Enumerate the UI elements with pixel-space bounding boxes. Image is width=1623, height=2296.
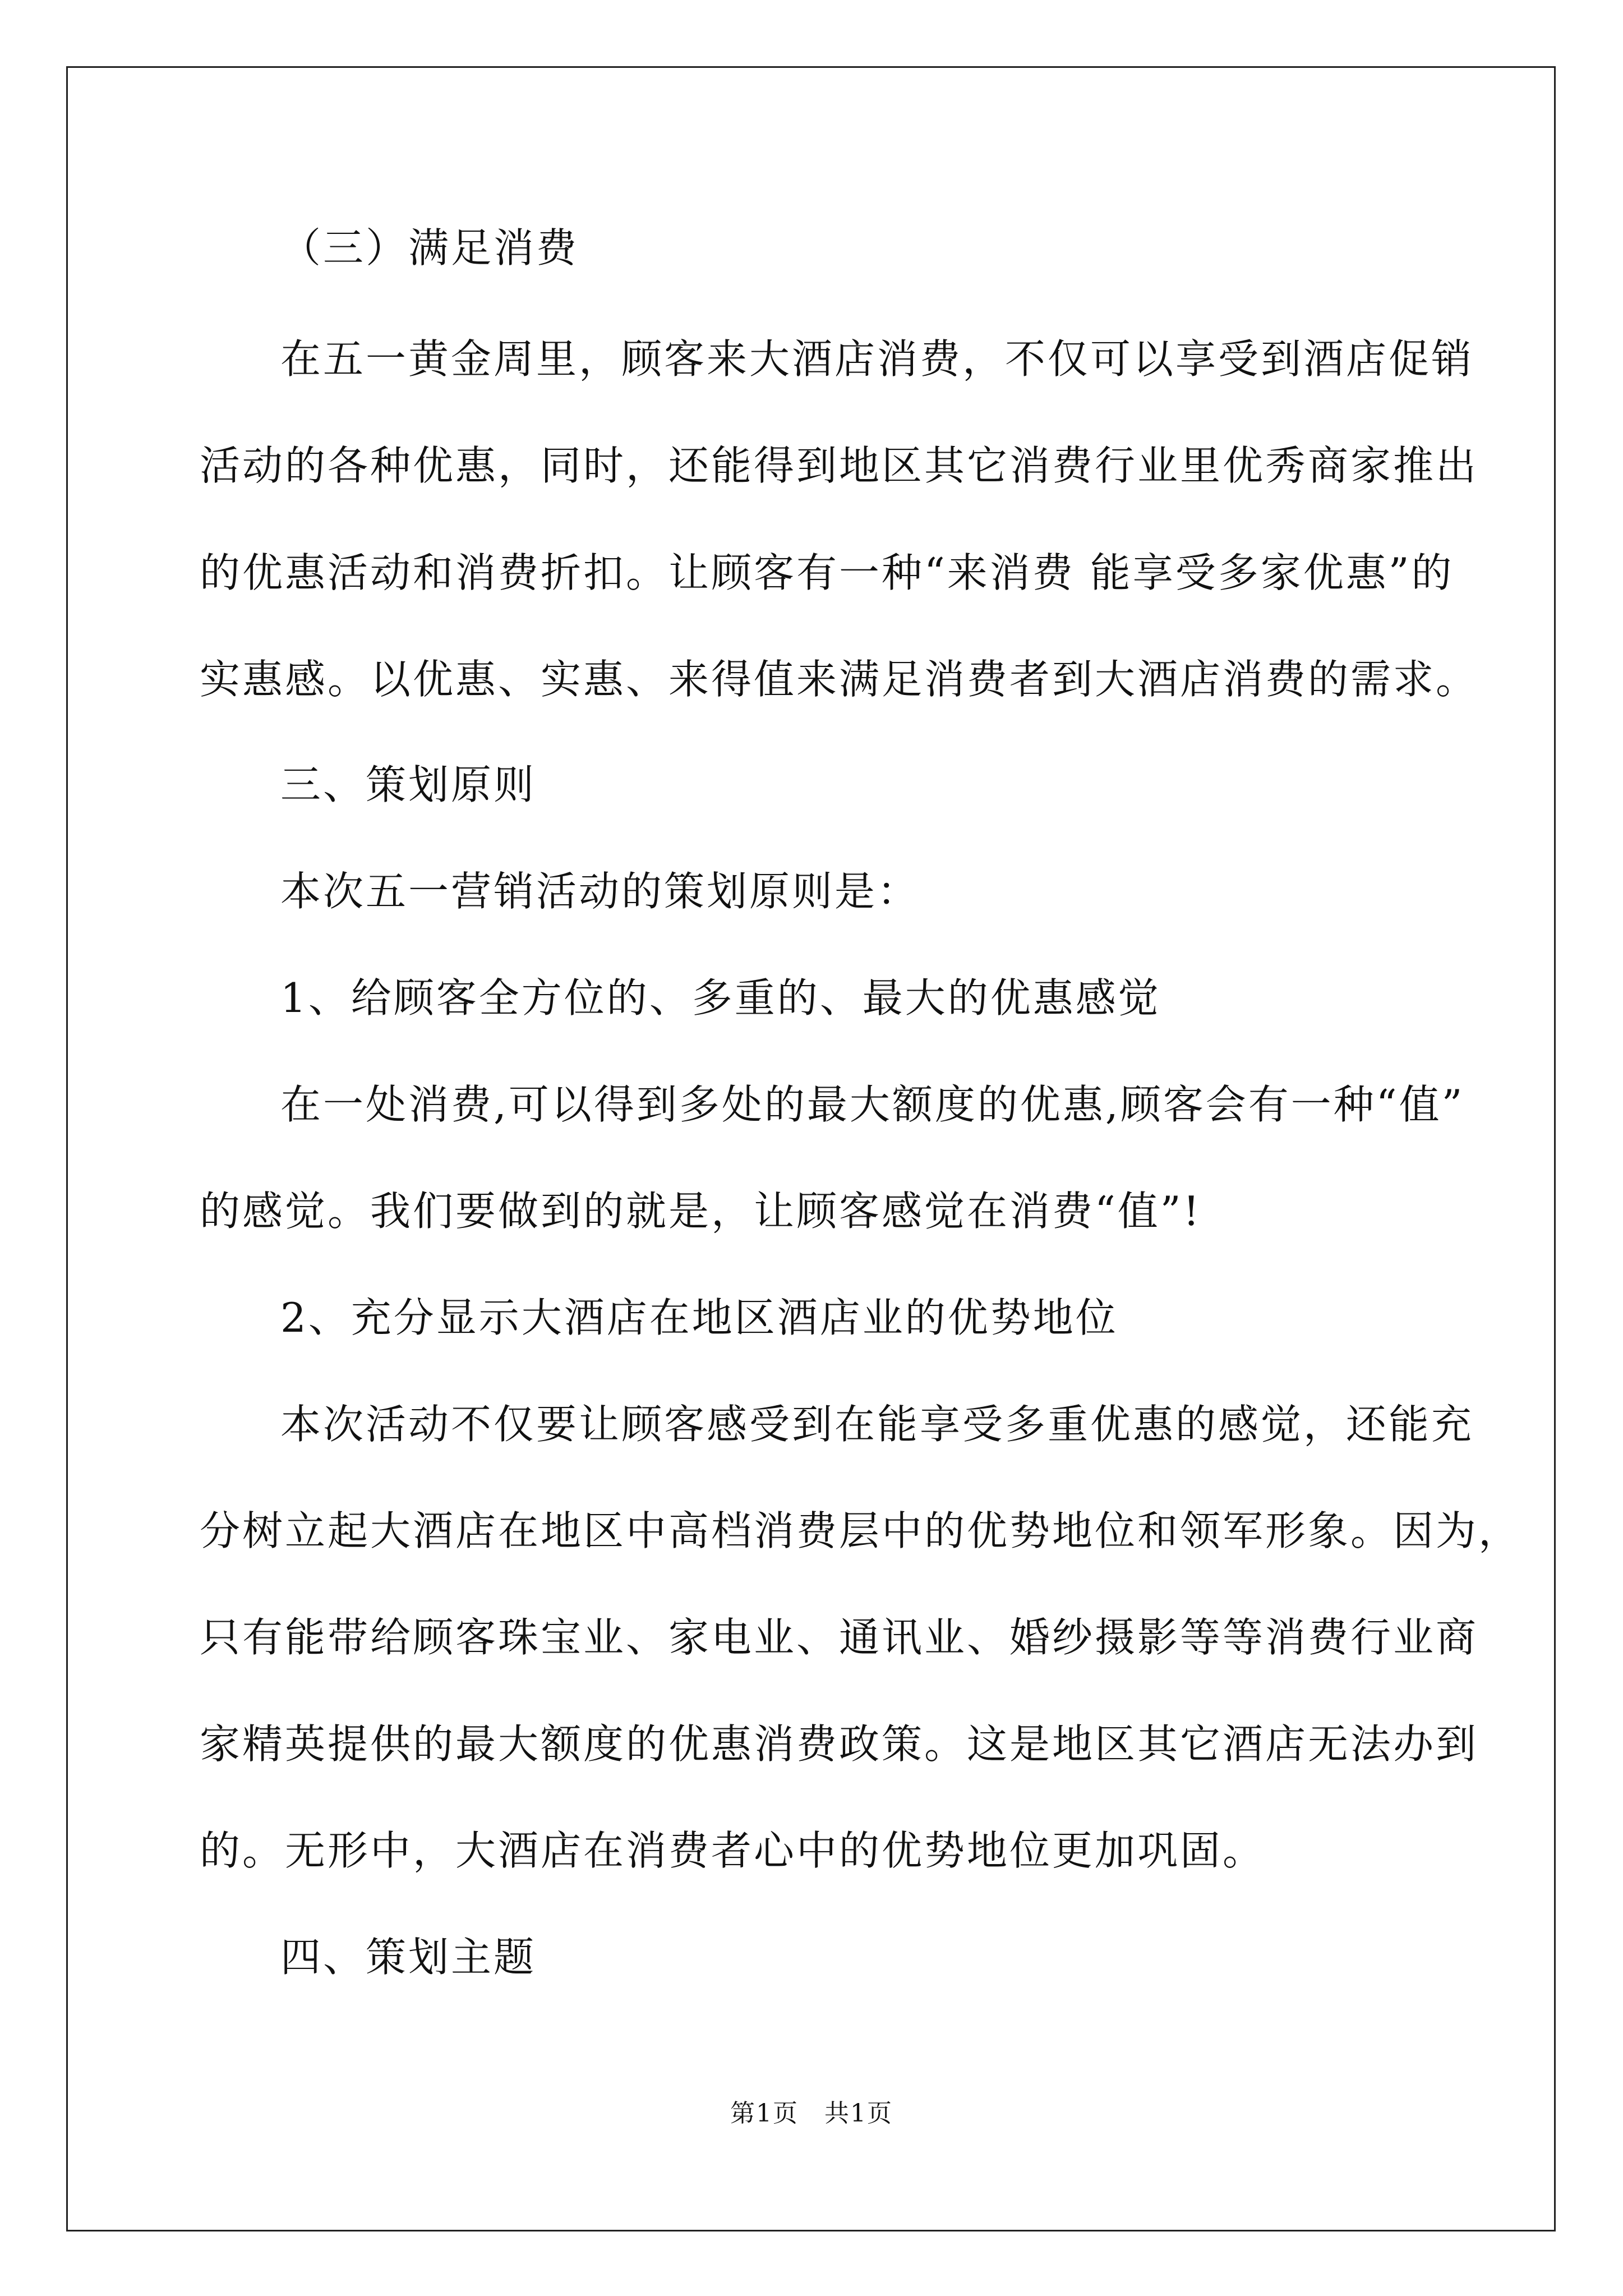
paragraph-line: 本次活动不仅要让顾客感受到在能享受多重优惠的感觉，还能充 [280, 1401, 1474, 1448]
paragraph-line: 活动的各种优惠，同时，还能得到地区其它消费行业里优秀商家推出 [200, 442, 1479, 489]
section-heading: 三、策划原则 [280, 761, 537, 808]
paragraph-line: 实惠感。以优惠、实惠、来得值来满足消费者到大酒店消费的需求。 [200, 656, 1479, 703]
section-heading: 2、充分显示大酒店在地区酒店业的优势地位 [280, 1294, 1118, 1341]
paragraph-line: 在一处消费,可以得到多处的最大额度的优惠,顾客会有一种“值” [280, 1081, 1465, 1128]
paragraph-line: 本次五一营销活动的策划原则是： [280, 868, 920, 915]
paragraph-line: 家精英提供的最大额度的优惠消费政策。这是地区其它酒店无法办到 [200, 1720, 1479, 1768]
paragraph-line: 的。无形中，大酒店在消费者心中的优势地位更加巩固。 [200, 1827, 1266, 1874]
paragraph-line: 分树立起大酒店在地区中高档消费层中的优势地位和领军形象。因为， [200, 1507, 1521, 1554]
section-heading: （三）满足消费 [280, 224, 579, 272]
section-heading: 四、策划主题 [280, 1934, 537, 1981]
paragraph-line: 只有能带给顾客珠宝业、家电业、通讯业、婚纱摄影等等消费行业商 [200, 1614, 1479, 1661]
page-footer: 第1页 共1页 [730, 2099, 893, 2128]
paragraph-line: 的感觉。我们要做到的就是，让顾客感觉在消费“值”! [200, 1188, 1202, 1235]
paragraph-line: 在五一黄金周里，顾客来大酒店消费，不仅可以享受到酒店促销 [280, 335, 1474, 383]
section-heading: 1、给顾客全方位的、多重的、最大的优惠感觉 [280, 974, 1161, 1022]
page-border [66, 66, 1556, 2231]
paragraph-line: 的优惠活动和消费折扣。让顾客有一种“来消费 能享受多家优惠”的 [200, 549, 1454, 596]
